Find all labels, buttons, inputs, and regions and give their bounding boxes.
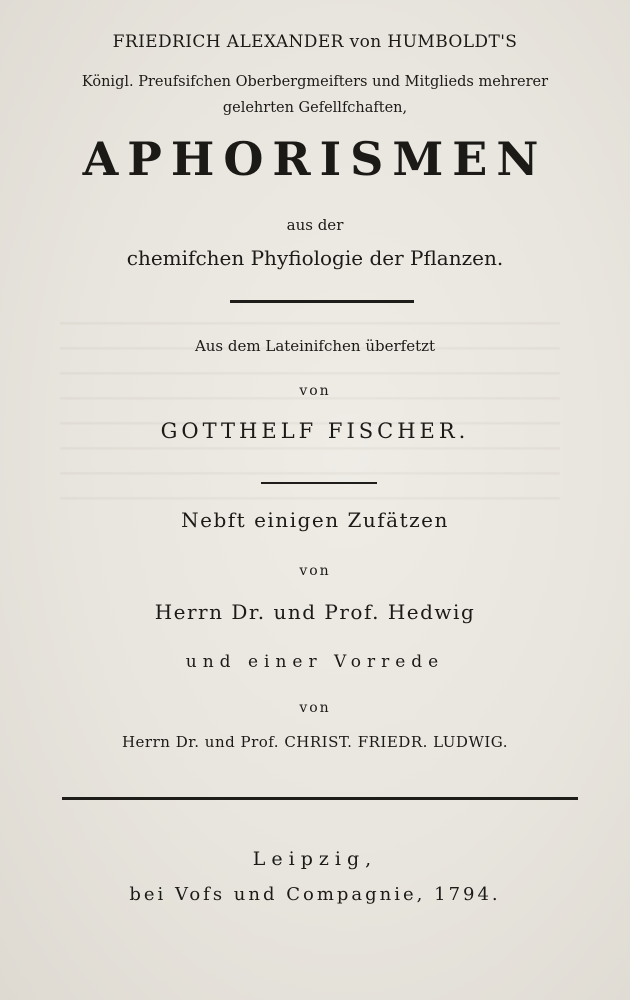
book-title: APHORISMEN — [82, 132, 548, 186]
subtitle-line-2: chemifchen Phyfiologie der Pflanzen. — [126, 246, 504, 270]
ornamental-rule-middle — [261, 482, 377, 484]
subtitle-line-1: aus der — [286, 216, 344, 234]
von-line-1: von — [299, 383, 331, 399]
bleed-through-texture — [60, 300, 560, 520]
preface-author: Herrn Dr. und Prof. CHRIST. FRIEDR. LUDWIG. — [121, 733, 509, 751]
von-line-3: von — [299, 700, 331, 716]
contributor-name: Herrn Dr. und Prof. Hedwig — [154, 600, 476, 624]
ornamental-rule-top — [230, 300, 414, 303]
author-description-line-1: Königl. Preufsifchen Oberbergmeifters und Mitglieds mehrerer — [81, 74, 549, 90]
publication-place: Leipzig, — [252, 848, 378, 870]
ornamental-rule-bottom — [62, 797, 578, 800]
additions-note: Nebft einigen Zufätzen — [181, 508, 449, 532]
translator-name: GOTTHELF FISCHER. — [160, 419, 470, 443]
author-line: FRIEDRICH ALEXANDER von HUMBOLDT'S — [112, 32, 518, 52]
translation-note: Aus dem Lateinifchen überfetzt — [194, 337, 436, 355]
von-line-2: von — [299, 563, 331, 579]
publisher-line: bei Vofs und Compagnie, 1794. — [129, 884, 501, 905]
preface-note: und einer Vorrede — [185, 652, 445, 672]
author-description-line-2: gelehrten Gefellfchaften, — [222, 100, 408, 116]
